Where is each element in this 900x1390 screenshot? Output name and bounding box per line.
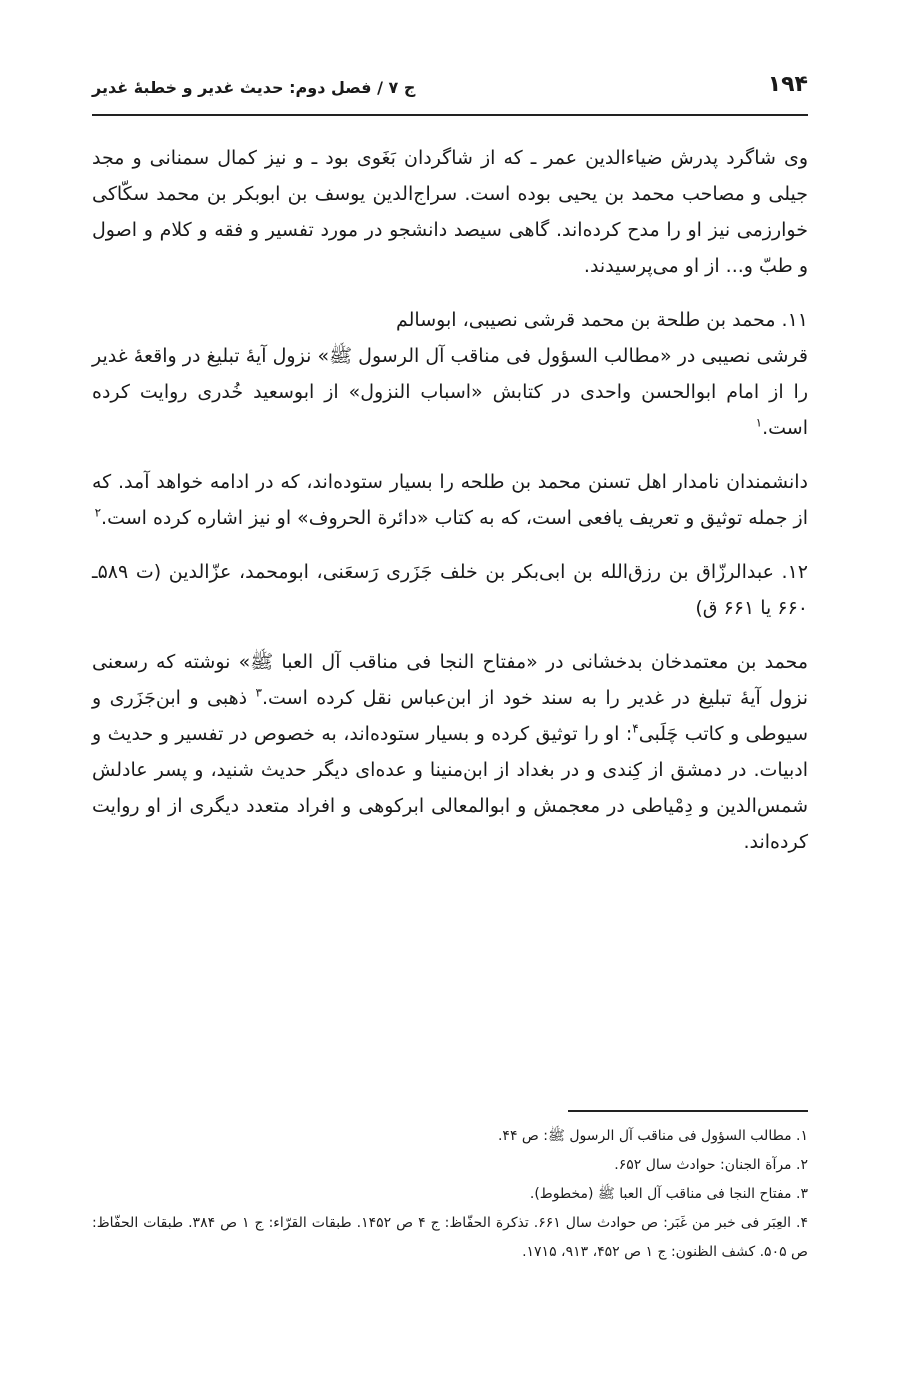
paragraph-3-text: دانشمندان نامدار اهل تسنن محمد بن طلحه را بسیار ستوده‌اند، که در ادامه خواهد آمد. که از جمله توثیق و تعریف یافعی است، که به کتاب «دائرة الحروف» او نیز اشاره کرده است. [92, 471, 808, 529]
page-header [92, 68, 808, 116]
paragraph-4-text-b: ذهبی و ابن‌جَزَری و سیوطی و کاتب چَلَبی [92, 687, 808, 745]
footnote-2: ۲. مرآة الجنان: حوادث سال ۶۵۲. [614, 1157, 808, 1173]
footnote-ref-4[interactable]: ۴ [632, 721, 639, 736]
paragraph-3 [92, 464, 808, 536]
main-text [92, 140, 808, 860]
paragraph-1: وی شاگرد پدرش ضیاءالدین عمر ـ که از شاگردان بَغَوی بود ـ و نیز کمال سمنانی و مجد جیلی و مصاحب محمد بن یحیی بوده است. سراج‌الدین یوسف بن ابوبکر بن محمد سکّاکی خوارزمی نیز او را مدح کرده‌اند. گاهی سیصد دانشجو در مورد تفسیر و فقه و کلام و اصول و طبّ و... از او می‌پرسیدند. [92, 147, 808, 277]
entry-heading-11: ۱۱. محمد بن طلحة بن محمد قرشی نصیبی، ابوسالم [396, 309, 808, 331]
footnote-4: ۴. العِبَر فی خبر من غَبَر: ص حوادث سال ۶۶۱. تذکرة الحفّاظ: ج ۴ ص ۱۴۵۲. طبقات القرّاء: ج ۱ ص ۳۸۴. طبقات الحفّاظ: ص ۵۰۵. کشف الظنون: ج ۱ ص ۴۵۲، ۹۱۳، ۱۷۱۵. [92, 1215, 808, 1260]
entry-heading-12: ۱۲. عبدالرزّاق بن رزق‌الله بن ابی‌بکر بن خلف جَزَری رَسعَنی، ابومحمد، عزّالدین (ت ۵۸۹ـ ۶۶۰ یا ۶۶۱ ق) [92, 561, 808, 619]
footnote-ref-2[interactable]: ۲ [94, 505, 102, 520]
footnote-divider [568, 1110, 808, 1112]
paragraph-4-text-a: محمد بن معتمدخان بدخشانی در «مفتاح النجا فی مناقب آل العبا ﷺ» نوشته که رسعنی نزول آیهٔ تبلیغ در غدیر را به سند خود از ابن‌عباس نقل کرده است. [92, 651, 808, 709]
footnote-ref-3[interactable]: ۳ [255, 685, 262, 700]
paragraph-4 [92, 644, 808, 860]
paragraph-4-text-c: : او را توثیق کرده و بسیار ستوده‌اند، به خصوص در تفسیر و حدیث و ادبیات. در دمشق از کِندی و در بغداد از ابن‌منینا و عده‌ای دیگر حدیث شنید، و پسر عادلش شمس‌الدین و دِمْیاطی در معجمش و ابوالمعالی ابرکوهی و افراد متعدد دیگری از او روایت کرده‌اند. [92, 723, 808, 853]
page-number: ۱۹۴ [767, 72, 808, 97]
footnote-ref-1[interactable]: ۱ [755, 415, 763, 430]
footnotes [92, 1110, 808, 1267]
footnote-3: ۳. مفتاح النجا فی مناقب آل العبا ﷺ (مخطوط). [529, 1186, 808, 1202]
running-title: ج ۷ / فصل دوم: حدیث غدیر و خطبهٔ غدیر [92, 78, 416, 97]
footnote-1: ۱. مطالب السؤول فی مناقب آل الرسول ﷺ: ص ۴۴. [497, 1128, 808, 1144]
paragraph-2 [92, 338, 808, 446]
paragraph-2-text: قرشی نصیبی در «مطالب السؤول فی مناقب آل الرسول ﷺ» نزول آیهٔ تبلیغ در واقعهٔ غدیر را از امام ابوالحسن واحدی در کتابش «اسباب النزول» از ابوسعید خُدری روایت کرده است. [92, 345, 808, 439]
